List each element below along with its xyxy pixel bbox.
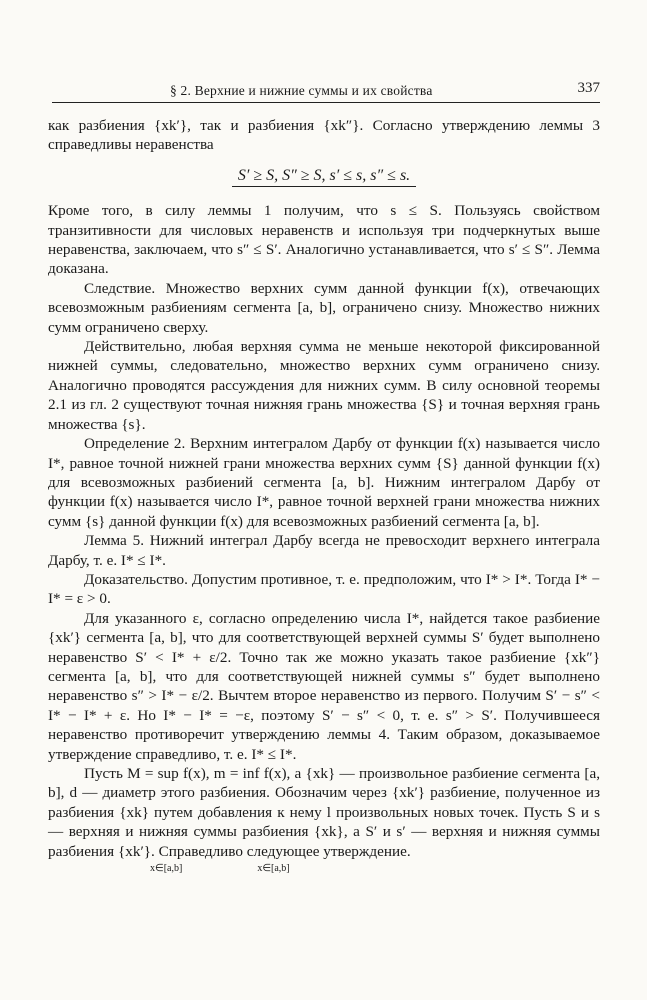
- proof: Доказательство. Допустим противное, т. е. предположим, что I* > I*. Тогда I* − I* = ε > 0.: [48, 570, 600, 608]
- sup-subscript: x∈[a,b]: [150, 863, 183, 875]
- inf-subscript: x∈[a,b]: [257, 863, 290, 875]
- corollary: Следствие. Множество верхних сумм данной функции f(x), отвечающих всевозможным разбиениям сегмента [a, b], ограничено снизу. Множество нижних сумм ограничено сверху.: [48, 279, 600, 336]
- running-header: [52, 80, 600, 103]
- page-number: 337: [577, 80, 600, 96]
- paragraph-1: как разбиения {xk′}, так и разбиения {xk″}. Согласно утверждению леммы 3 справедливы неравенства: [48, 117, 600, 154]
- definition-2: Определение 2. Верхним интегралом Дарбу от функции f(x) называется число I*, равное точной нижней грани множества верхних сумм {S} данной функции f(x) для всевозможных разбиений сегмента [a, b]. Нижним интегралом Дарбу от функции f(x) называется число I*, равное точной верхней грани множества нижних сумм {s} данной функции f(x) для всевозможных разбиений сегмента [a, b].: [48, 435, 600, 530]
- sup-inf-subscripts: [48, 863, 600, 875]
- paragraph-4: Для указанного ε, согласно определению числа I*, найдется такое разбиение {xk′} сегмента [a, b], что для соответствующей верхней суммы S′ будет выполнено неравенство S′ < I* + ε/2. Точно так же можно указать такое разбиение {xk″} сегмента [a, b], что для соответствующей нижней суммы s″ будет выполнено неравенство s″ > I* − ε/2. Вычтем второе неравенство из первого. Получим S′ − s″ < I* − I* + ε. Но I* − I* = −ε, поэтому S′ − s″ < 0, т. е. s″ > S′. Получившееся неравенство противоречит утверждению леммы 4. Таким образом, доказываемое утверждение справедливо, т. е. I* ≤ I*.: [48, 609, 600, 763]
- paragraph-5: Пусть M = sup f(x), m = inf f(x), а {xk} — произвольное разбиение сегмента [a, b], d — диаметр этого разбиения. Обозначим через {xk′} разбиение, полученное из разбиения {xk} путем добавления к нему l произвольных новых точек. Пусть S и s — верхняя и нижняя суммы разбиения {xk}, а S′ и s′ — верхняя и нижняя суммы разбиения {xk′}. Справедливо следующее утверждение.: [48, 765, 600, 860]
- inequality-display: [48, 166, 600, 187]
- paragraph-3: Действительно, любая верхняя сумма не меньше некоторой фиксированной нижней суммы, следовательно, множество верхних сумм ограничено снизу. Аналогично проводятся рассуждения для нижних сумм. В силу основной теоремы 2.1 из гл. 2 существуют точная нижняя грань множества {S} и точная верхняя грань множества {s}.: [48, 338, 600, 433]
- underlined-inequalities: S′ ≥ S, S″ ≥ S, s′ ≤ s, s″ ≤ s.: [232, 166, 416, 187]
- lemma-5: Лемма 5. Нижний интеграл Дарбу всегда не превосходит верхнего интеграла Дарбу, т. е. I* ≤ I*.: [48, 532, 600, 569]
- header-title: § 2. Верхние и нижние суммы и их свойства: [170, 83, 433, 98]
- page-body: [48, 116, 600, 875]
- paragraph-2: Кроме того, в силу леммы 1 получим, что s ≤ S. Пользуясь свойством транзитивности для числовых неравенств и используя три подчеркнутых выше неравенства, заключаем, что s″ ≤ S′. Аналогично устанавливается, что s′ ≤ S″. Лемма доказана.: [48, 202, 600, 278]
